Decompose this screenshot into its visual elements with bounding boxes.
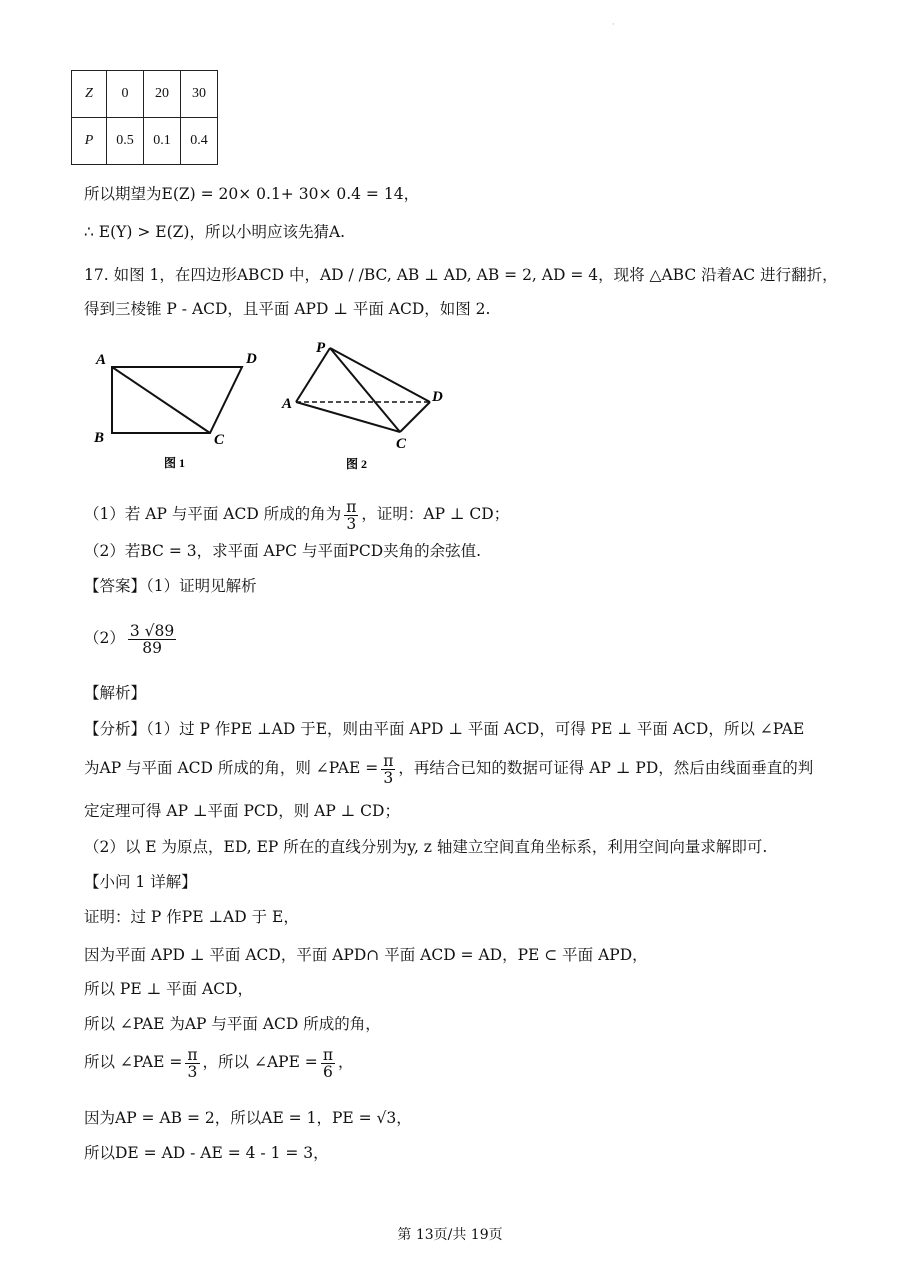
edge-cd (400, 402, 430, 432)
proof-line-2: 因为平面 APD ⊥ 平面 ACD，平面 APD∩ 平面 ACD = AD，PE ⊂ 平面 APD， (84, 946, 648, 964)
page-footer: 第 13页/共 19页 (397, 1227, 503, 1243)
analysis-line-1: 【分析】（1）过 P 作PE ⊥AD 于E，则由平面 APD ⊥ 平面 ACD，可得 PE ⊥ 平面 ACD，所以 ∠PAE (84, 720, 805, 738)
proof-line-4: 所以 ∠PAE 为AP 与平面 ACD 所成的角， (84, 1015, 381, 1033)
label-a: A (96, 352, 107, 368)
caption-fig1: 图 1 (164, 456, 186, 470)
part-2-line: （2）若BC = 3，求平面 APC 与平面PCD夹角的余弦值. (84, 542, 482, 560)
diagonal-ac (112, 367, 210, 433)
proof-line-3: 所以 PE ⊥ 平面 ACD， (84, 980, 254, 998)
table-cell: 0 (107, 71, 144, 118)
part-1-text: （1）若 AP 与平面 ACD 所成的角为 (84, 505, 342, 523)
label-a: A (282, 396, 293, 412)
table-header-p: P (72, 118, 107, 165)
proof-line-1: 证明：过 P 作PE ⊥AD 于 E， (84, 908, 299, 926)
question-17-line2: 得到三棱锥 P - ACD，且平面 APD ⊥ 平面 ACD，如图 2. (84, 300, 491, 318)
analysis-line-4: （2）以 E 为原点，ED, EP 所在的直线分别为y, z 轴建立空间直角坐标系，利用空间向量求解即可. (84, 838, 768, 856)
figure-1 (88, 343, 268, 473)
table-cell: 20 (144, 71, 181, 118)
table-row (72, 118, 218, 165)
distribution-table (71, 70, 218, 165)
analysis-line-3: 定定理可得 AP ⊥平面 PCD，则 AP ⊥ CD； (84, 802, 400, 820)
fraction-pi-3: $\frac{\pi}{3}$ (187, 1045, 198, 1081)
label-p: P (316, 340, 326, 356)
label-d: D (432, 389, 443, 405)
figure-2 (280, 338, 450, 473)
question-17-line1: 17. 如图 1，在四边形ABCD 中，AD / /BC, AB ⊥ AD, AB = 2, AD = 4，现将 △ABC 沿着AC 进行翻折， (84, 266, 838, 284)
caption-fig2: 图 2 (346, 457, 368, 471)
analysis-line-2: 为AP 与平面 ACD 所成的角，则 ∠PAE = $\frac{\pi}{3}$ ，再结合已知的数据可证得 AP ⊥ PD，然后由线面垂直的判 (84, 751, 814, 787)
edge-pd (330, 348, 430, 402)
label-c: C (214, 432, 225, 448)
proof-line-6: 因为AP = AB = 2，所以AE = 1，PE = √3， (84, 1109, 412, 1127)
table-cell: 0.5 (107, 118, 144, 165)
edge-ac (296, 402, 400, 432)
answer-2-line (84, 618, 179, 658)
table-row (72, 71, 218, 118)
answer-2-fraction: $\frac{3 √89}{89}$ (129, 621, 175, 657)
answer-label: 【答案】（1）证明见解析 (84, 577, 257, 595)
quadrilateral-abcd (112, 367, 242, 433)
table-cell: 30 (181, 71, 218, 118)
subquestion-1-label: 【小问 1 详解】 (84, 873, 197, 891)
expectation-line: 所以期望为E(Z) = 20× 0.1+ 30× 0.4 = 14， (84, 185, 420, 203)
analysis-label: 【解析】 (84, 684, 147, 702)
table-cell: 0.1 (144, 118, 181, 165)
proof-line-5: 所以 ∠PAE = $\frac{\pi}{3}$ ，所以 ∠APE = $\frac{\pi}{6}$ ， (84, 1045, 354, 1081)
part-1-text-end: ，证明：AP ⊥ CD； (361, 505, 510, 523)
conclusion-line: ∴ E(Y) > E(Z)，所以小明应该先猜A. (84, 223, 346, 241)
label-d: D (246, 351, 257, 367)
proof-line-7: 所以DE = AD - AE = 4 - 1 = 3， (84, 1144, 329, 1162)
answer-2-prefix: （2） (84, 629, 125, 647)
part-1-line (84, 497, 509, 531)
edge-pc (330, 348, 400, 432)
fraction-pi-3: $\frac{\pi}{3}$ (346, 497, 357, 533)
table-header-z: Z (72, 71, 107, 118)
edge-pa (296, 348, 330, 402)
table-cell: 0.4 (181, 118, 218, 165)
label-c: C (396, 436, 407, 452)
scan-dot: · (612, 20, 615, 29)
fraction-pi-3: $\frac{\pi}{3}$ (383, 751, 394, 787)
label-b: B (94, 430, 105, 446)
fraction-pi-6: $\frac{\pi}{6}$ (322, 1045, 333, 1081)
